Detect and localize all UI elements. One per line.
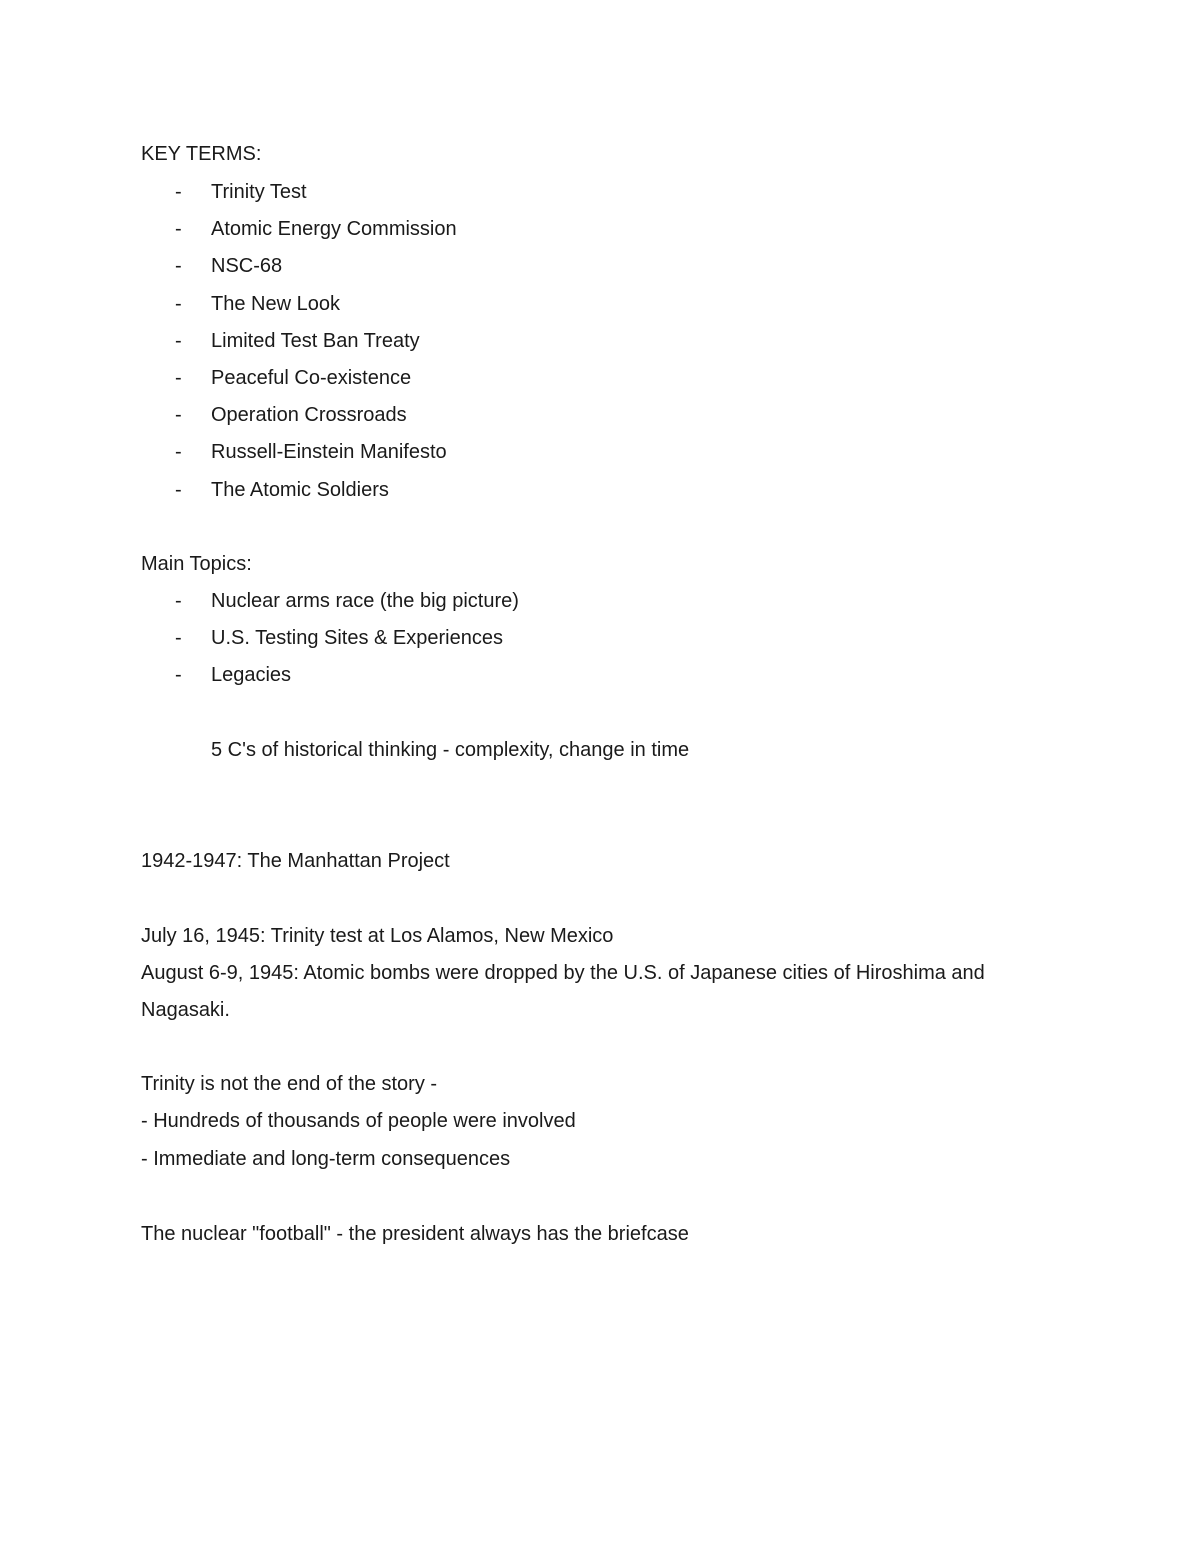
key-term-item: NSC-68	[211, 255, 283, 277]
bullet-dash: -	[175, 255, 182, 277]
bullet-dash: -	[175, 218, 182, 240]
trinity-story-point: - Hundreds of thousands of people were involved	[141, 1110, 576, 1132]
bullet-dash: -	[175, 181, 182, 203]
nuclear-football-line: The nuclear "football" - the president always has the briefcase	[141, 1223, 689, 1245]
historical-thinking-note: 5 C's of historical thinking - complexity, change in time	[211, 739, 690, 761]
bullet-dash: -	[175, 367, 182, 389]
key-term-item: The Atomic Soldiers	[211, 479, 389, 501]
bullet-dash: -	[175, 404, 182, 426]
bullet-dash: -	[175, 330, 182, 352]
key-term-item: Trinity Test	[211, 181, 307, 203]
atomic-bombs-line: August 6-9, 1945: Atomic bombs were dropped by the U.S. of Japanese cities of Hiroshima and	[141, 962, 985, 984]
bullet-dash: -	[175, 479, 182, 501]
main-topics-heading: Main Topics:	[141, 553, 252, 575]
key-term-item: Operation Crossroads	[211, 404, 407, 426]
manhattan-project-line: 1942-1947: The Manhattan Project	[141, 850, 450, 872]
key-term-item: Russell-Einstein Manifesto	[211, 441, 447, 463]
trinity-story-intro: Trinity is not the end of the story -	[141, 1073, 438, 1095]
key-terms-heading: KEY TERMS:	[141, 143, 262, 165]
bullet-dash: -	[175, 664, 182, 686]
trinity-story-point: - Immediate and long-term consequences	[141, 1148, 511, 1170]
main-topic-item: U.S. Testing Sites & Experiences	[211, 627, 503, 649]
key-term-item: The New Look	[211, 293, 340, 315]
bullet-dash: -	[175, 293, 182, 315]
key-term-item: Peaceful Co-existence	[211, 367, 412, 389]
bullet-dash: -	[175, 590, 182, 612]
main-topic-item: Legacies	[211, 664, 292, 686]
bullet-dash: -	[175, 441, 182, 463]
main-topic-item: Nuclear arms race (the big picture)	[211, 590, 519, 612]
bullet-dash: -	[175, 627, 182, 649]
atomic-bombs-line-cont: Nagasaki.	[141, 999, 230, 1021]
trinity-test-line: July 16, 1945: Trinity test at Los Alamos, New Mexico	[141, 925, 614, 947]
key-term-item: Limited Test Ban Treaty	[211, 330, 420, 352]
key-term-item: Atomic Energy Commission	[211, 218, 457, 240]
